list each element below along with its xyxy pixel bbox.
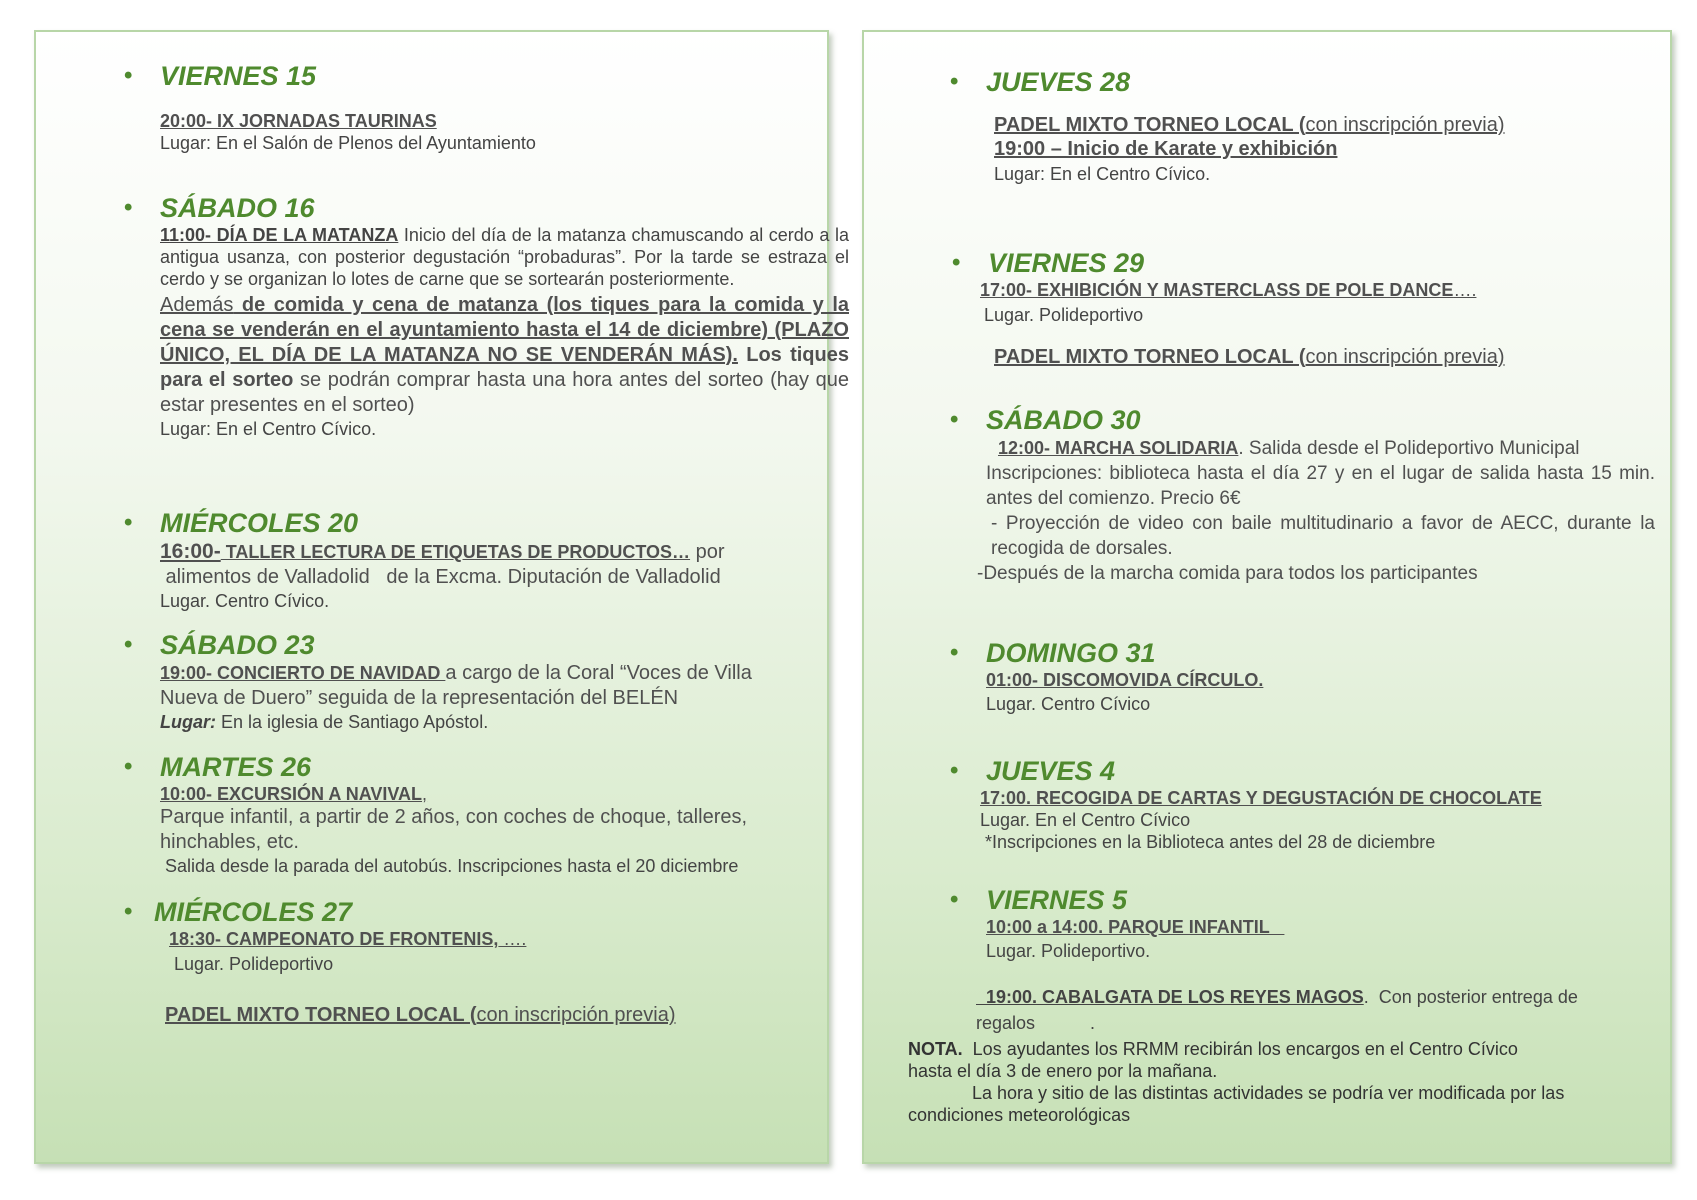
event-title: 10:00- EXCURSIÓN A NAVIVAL, [160,784,428,804]
day-heading: • JUEVES 28 [950,67,1131,97]
event-description: Parque infantil, a partir de 2 años, con coches de choque, talleres, hinchables, etc. [160,806,748,853]
event-domingo-31 [950,637,1656,715]
day-heading: • VIERNES 15 [124,61,317,91]
day-heading: • SÁBADO 23 [124,630,315,660]
event-extra: Además de comida y cena de matanza (los tiques para la comida y la cena se venderán en el ayuntamiento hasta el 14 de diciembre) (PLAZO ÚNICO, EL DÍA DE LA MATANZA NO SE VENDERÁN MÁS). Los tiques para el sorteo se podrán comprar hasta una hora antes del sorteo (hay que estar presentes en el sorteo) [160,294,849,416]
day-heading: • MIÉRCOLES 27 [124,897,353,927]
event-title: 11:00- DÍA DE LA MATANZA [160,225,399,245]
event-sabado-16 [124,192,849,440]
day-heading: • SÁBADO 16 [124,193,315,223]
event-title: 16:00- TALLER LECTURA DE ETIQUETAS DE PRODUCTOS… por [160,540,725,563]
event-description: 11:00- DÍA DE LA MATANZA Inicio del día de la matanza chamuscando al cerdo a la antigua usanza, con posterior degustación “probaduras”. Por la tarde se estraza el cerdo y se organizan lo lotes de carne que se sortearán posteriormente. [160,225,849,289]
bullet-icon: • [124,62,133,89]
event-place: Lugar. Centro Cívico [986,694,1151,714]
event-martes-26 [124,751,849,877]
bullet-icon: • [124,509,133,536]
event-note: *Inscripciones en la Biblioteca antes del 28 de diciembre [980,832,1436,852]
event-viernes-5 [950,884,1656,1036]
nota-line-3: La hora y sitio de las distintas actividades se podría ver modificada por las [972,1083,1565,1103]
event-sabado-23 [124,629,849,733]
event-registration: Inscripciones: biblioteca hasta el día 27 y en el lugar de salida hasta 15 min. antes del comienzo. Precio 6€ [986,463,1655,509]
nota-line-2: hasta el día 3 de enero por la mañana. [908,1061,1218,1081]
nota-line-4: condiciones meteorológicas [908,1105,1131,1125]
event-description: 12:00- MARCHA SOLIDARIA. Salida desde el Polideportivo Municipal [998,438,1580,459]
event-description: 19:00- CONCIERTO DE NAVIDAD a cargo de la Coral “Voces de Villa Nueva de Duero” seguida de la representación del BELÉN [160,662,752,709]
bullet-icon: • [950,757,959,784]
bullet-icon: • [950,406,959,433]
event-place: Lugar. Centro Cívico. [160,591,330,611]
left-panel [34,30,849,1164]
bullet-icon: • [950,886,959,913]
event-place: Lugar. Polideportivo [174,954,334,974]
event-jueves-28 [950,66,1656,185]
day-heading: • DOMINGO 31 [950,638,1156,668]
cabalgata: 19:00. CABALGATA DE LOS REYES MAGOS. Con posterior entrega de regalos . [976,987,1583,1033]
event-place: Lugar. En el Centro Cívico [980,810,1191,830]
event-title: 10:00 a 14:00. PARQUE INFANTIL [986,917,1285,937]
bullet-icon: • [124,898,133,925]
bullet-icon: • [124,631,133,658]
bullet-icon: • [124,753,133,780]
event-place: Lugar: En el Salón de Plenos del Ayuntamiento [160,133,536,153]
bullet-icon: • [124,194,133,221]
day-heading: • MIÉRCOLES 20 [124,508,359,538]
event-place: Lugar: En el Centro Cívico. [994,164,1211,184]
day-heading: • MARTES 26 [124,752,312,782]
bullet-icon: • [950,639,959,666]
karate-title: 19:00 – Inicio de Karate y exhibición [994,138,1338,160]
event-note: Salida desde la parada del autobús. Inscripciones hasta el 20 diciembre [160,856,739,876]
padel-tournament: PADEL MIXTO TORNEO LOCAL (con inscripción previa) [994,346,1505,368]
event-place: Lugar: En el Centro Cívico. [160,419,377,439]
padel-tournament: PADEL MIXTO TORNEO LOCAL (con inscripción previa) [994,114,1505,136]
nota-line-1: NOTA. Los ayudantes los RRMM recibirán los encargos en el Centro Cívico [908,1039,1518,1059]
right-panel [862,30,1672,1164]
nota-block [908,1038,1628,1126]
event-after: -Después de la marcha comida para todos los participantes [977,563,1478,584]
event-jueves-4 [950,755,1656,853]
event-title: 19:00- CONCIERTO DE NAVIDAD [160,663,446,683]
day-heading: • VIERNES 5 [950,885,1128,915]
event-place: Lugar. Polideportivo [984,305,1144,325]
padel-tournament: PADEL MIXTO TORNEO LOCAL (con inscripción previa) [165,1004,676,1026]
event-title: 17:00. RECOGIDA DE CARTAS Y DEGUSTACIÓN DE CHOCOLATE [980,788,1542,808]
event-viernes-15 [124,60,860,154]
event-sabado-30 [950,404,1655,586]
day-heading: • JUEVES 4 [950,756,1116,786]
event-miercoles-27 [124,896,843,1027]
event-title: 18:30- CAMPEONATO DE FRONTENIS, …. [169,929,527,949]
event-title: 12:00- MARCHA SOLIDARIA [998,438,1239,458]
event-miercoles-20 [124,507,849,612]
event-title: 01:00- DISCOMOVIDA CÍRCULO. [986,670,1264,690]
nota-label: NOTA. [908,1039,963,1059]
bullet-icon: • [950,68,959,95]
event-title: 17:00- EXHIBICIÓN Y MASTERCLASS DE POLE DANCE…. [980,280,1477,300]
event-video: - Proyección de video con baile multitudinario a favor de AECC, durante la recogida de dorsales. [991,513,1655,559]
event-place: Lugar: En la iglesia de Santiago Apóstol. [160,712,489,732]
event-place: Lugar. Polideportivo. [986,941,1151,961]
event-title: 20:00- IX JORNADAS TAURINAS [160,111,437,131]
day-heading: • VIERNES 29 [952,248,1145,278]
event-organizer: alimentos de Valladolid de la Excma. Diputación de Valladolid [160,566,721,588]
bullet-icon: • [952,249,961,276]
cabalgata-title: 19:00. CABALGATA DE LOS REYES MAGOS [976,987,1364,1007]
day-heading: • SÁBADO 30 [950,405,1141,435]
event-viernes-29 [952,247,1656,369]
